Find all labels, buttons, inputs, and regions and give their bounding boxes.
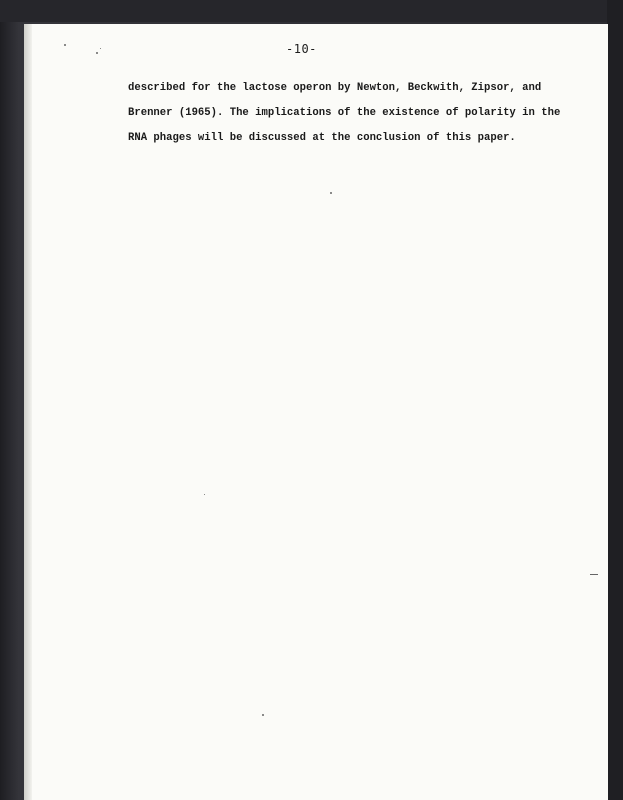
document-page <box>24 24 608 800</box>
paragraph-line-3: RNA phages will be discussed at the conclusion of this paper. <box>128 132 516 144</box>
paper-speck <box>96 52 98 54</box>
paper-speck <box>204 494 205 495</box>
paper-speck <box>64 44 66 46</box>
scanner-background-right <box>607 0 623 800</box>
paragraph-line-1: described for the lactose operon by Newton, Beckwith, Zipsor, and <box>128 82 542 94</box>
paper-speck <box>100 48 101 49</box>
scanner-background-top <box>0 0 623 22</box>
paper-speck <box>330 192 332 194</box>
page-number: -10- <box>286 42 317 56</box>
paragraph-line-2: Brenner (1965). The implications of the existence of polarity in the <box>128 107 561 119</box>
page-binding-edge <box>24 24 32 800</box>
paper-speck <box>262 714 264 716</box>
body-paragraph <box>128 76 568 151</box>
paper-speck <box>590 574 598 575</box>
